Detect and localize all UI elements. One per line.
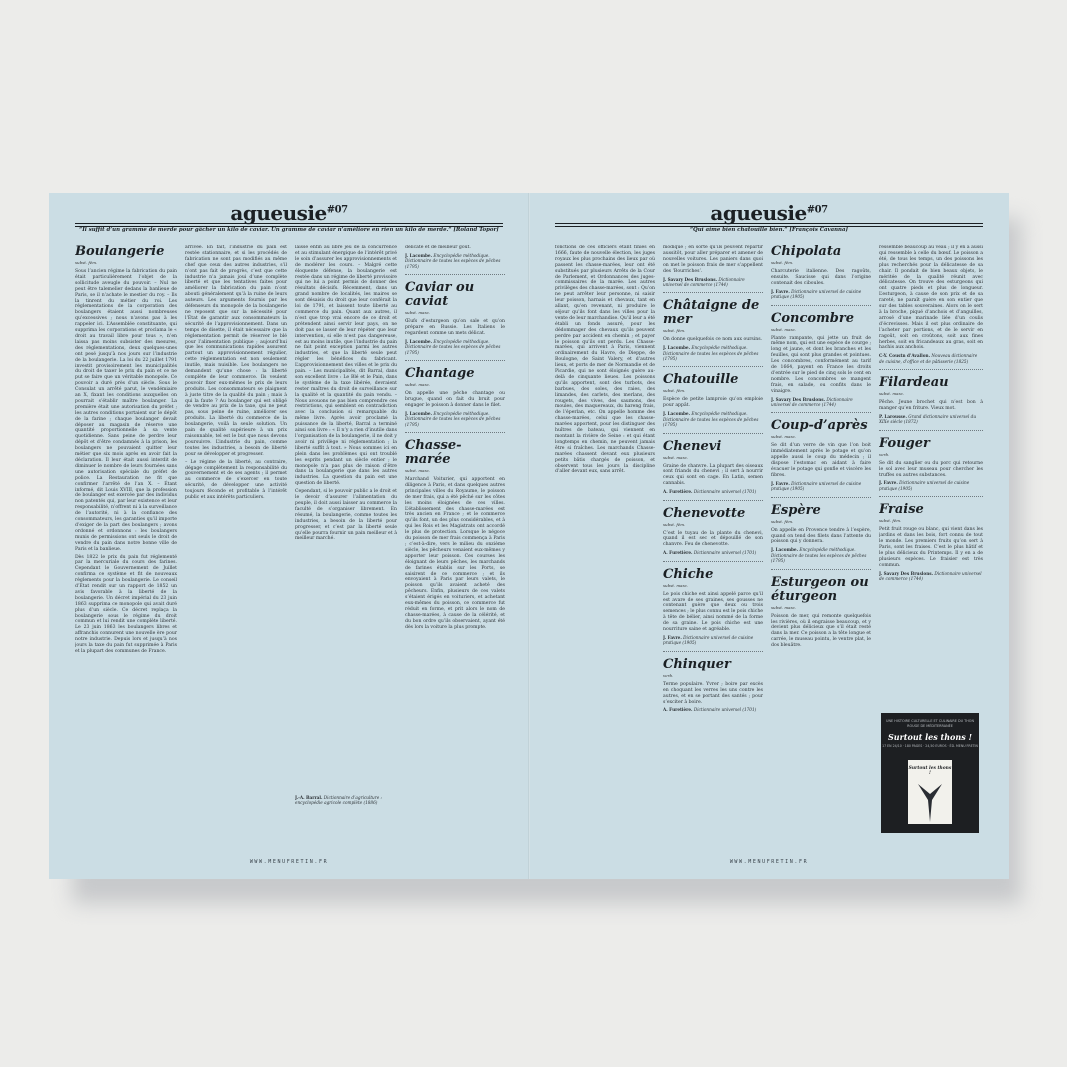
entry-body: Terme populaire. Yvrer ; boire par excès en choquant les verres les uns contre les autres, et en se portant des santés ; pour s’exciter à boire.: [663, 681, 763, 705]
entry-title: Chantage: [405, 366, 475, 382]
entry-grammar: subst. masc.: [771, 326, 797, 332]
entry-grammar: verb.: [879, 451, 890, 457]
entry-source: J. Lacombe. Encyclopédie méthodique. Dictionnaire de toutes les espèces de pêches (1795): [405, 338, 501, 355]
entry-source: J. Lacombe. Encyclopédie méthodique. Dictionnaire de toutes les espèces de pêches (1795): [405, 410, 501, 427]
entry-source: J. Favre. Dictionnaire universel de cuisine pratique (1905): [879, 480, 970, 491]
entry-source: A. Furetière. Dictionnaire universel (1701): [663, 550, 757, 556]
entry-title: Esturgeon ou éturgeon: [771, 574, 869, 604]
entry-source: J. Lacombe. Encyclopédie méthodique. Dictionnaire de toutes les espèces de pêches (1795): [771, 547, 867, 564]
entry-title: Fraise: [879, 502, 924, 518]
entry-body: délicate et de meilleur goût.: [405, 245, 471, 250]
entry-source: J. Lacombe. Encyclopédie méthodique. Dictionnaire de toutes les espèces de pêches (1795): [405, 252, 501, 269]
entry-title: Espère: [771, 502, 821, 518]
entry-body: C’est le tuyau de la plante du chenevi, quand il est sec et dépouillé de son chanvre. Feu de chenevotte.: [663, 530, 763, 548]
entry-title: Caviar ou caviat: [405, 280, 475, 310]
ad-tagline: UNE HISTOIRE CULTURELLE ET CULINAIRE DU THON ROUGE DE MÉDITERRANÉE: [885, 719, 975, 728]
entry-source: C-Y. Coustn d’Avallon. Nouveau dictionnaire de cuisine, d’office et de pâtisserie (1825): [879, 353, 978, 364]
divider: [879, 430, 983, 431]
divider: [771, 412, 871, 413]
entry-source: A. Furetière. Dictionnaire universel (1701): [663, 707, 757, 713]
divider: [879, 496, 983, 497]
entry-title: Chatouille: [663, 372, 739, 388]
entry-paragraph: arrivée. En fait, l’industrie du pain est restée stationnaire, et si les procédés de fabrication ne sont pas modifiés au même chef que ceux des autres industries, s’il n’ont pas fait de progrès, c’est que cette industrie n’a jamais joui d’une complète liberté et que les tentatives faites pour améliorer la fabrication du pain n’ont abouti généralement qu’à la ruine de leurs auteurs. Les arguments fournis par les défenseurs du monopole de la boulangerie ne reposent que sur la nécessité pour l’État de garantir aux consommateurs la sécurité de l’approvisionnement. Dans un temps de disette, il était nécessaire que la réglementation permit de réserver le blé pour l’alimentation publique ; aujourd’hui que les communications rapides assurent partout un approvisionnement régulier, cette réglementation est non seulement inutile, mais nuisible. Les boulangers ne demandent qu’une chose : la liberté complète de leur commerce. Ils veulent pouvoir fixer eux-mêmes le prix de leurs produits. Les consommateurs se plaignent à juste titre de la qualité du pain ; mais à qui la faute ? Au boulanger qui est obligé de vendre au prix de la taxe, qui ne peut pas, sous peine de ruine, améliorer ses produits. La liberté du commerce de la boulangerie, voilà la seule solution. Un pain de qualité supérieure à un prix raisonnable, tel est le but que nous devons poursuivre. L’industrie du pain, comme toutes les industries, a besoin de liberté pour se développer et progresser.: [185, 245, 287, 457]
entry-source: P. Larousse. Grand dictionnaire universel du XIXe siècle (1872): [879, 413, 977, 425]
entry-body: Pêche. Jeune brochet qui n’est bon à manger qu’en friture. Vieux mot.: [879, 400, 983, 412]
entry-body: On appelle une pêche chantage ou brugue, quand on fait du bruit pour engager le poisson à donner dans le filet.: [405, 391, 505, 408]
entry-body: Se dit d’un verre de vin que l’on boit immédiatement après le potage et qu’on appelle aussi le coup du médecin ; il dispose l’estomac en aidant à faire évacuer le potage qui gonfle et viscère les fibres.: [771, 443, 871, 478]
divider: [663, 500, 763, 501]
entry-title: Coup-d’après: [771, 418, 868, 434]
left-column-2: [185, 245, 287, 837]
entry-title: Chinquer: [663, 656, 731, 672]
entry-source: J. Favre. Dictionnaire universel de cuisine pratique (1905): [663, 635, 754, 646]
entry-source: J.-A. Barral. Dictionnaire d’agriculture : encyclopédie agricole complète (1886): [295, 795, 382, 806]
left-column-4: [405, 245, 505, 837]
entry-body: [75, 269, 177, 655]
entry-grammar: subst. masc.: [879, 391, 905, 397]
entry-grammar: subst. masc.: [405, 310, 431, 316]
entry-grammar: subst. masc.: [663, 454, 689, 460]
right-column-1: [555, 245, 655, 837]
entry-grammar: subst. fém.: [771, 260, 794, 265]
entry-body: Poisson de mer, qui remonte quelquefois les rivières, où il engraisse beaucoup, et y devient plus délicieux que s’il était resté dans la mer. Ce poisson a la tête longue et carrée, le museau pointu, le ventre plat, le dos bleuâtre.: [771, 613, 871, 649]
entry-title: Chasse-marée: [405, 438, 462, 467]
entry-source: J. Lacombe. Encyclopédie méthodique. Dictionnaire de toutes les espèces de pêches (1795): [663, 345, 759, 362]
divider: [663, 433, 763, 434]
divider: [663, 366, 763, 367]
left-quote: “Il suffit d’un gramme de merde pour gâcher un kilo de caviar. Un gramme de caviar n’améliore en rien un kilo de merde.” [Roland Topor]: [79, 227, 499, 233]
divider: [879, 369, 983, 370]
left-masthead-title: agueusie: [230, 201, 327, 225]
entry-grammar: subst. fém.: [879, 518, 902, 524]
entry-source: J. Savary Des Bruslons. Dictionnaire universel de commerce (1744): [663, 276, 745, 287]
divider: [405, 274, 505, 275]
divider: [771, 497, 871, 498]
divider: [663, 561, 763, 562]
entry-grammar: verb.: [663, 672, 674, 678]
entry-grammar: subst. masc.: [771, 604, 797, 610]
right-issue-number: #07: [806, 204, 828, 216]
entry-paragraph: Cependant, si le pouvoir public a le droit et le devoir d’assurer l’alimentation du peuple, il doit aussi laisser au commerce la faculté de s’organiser librement. En résumé, la boulangerie, comme toutes les industries, a besoin de la liberté pour progresser, et c’est par la liberté seule qu’elle pourra fournir un pain meilleur et à meilleur marché.: [295, 489, 397, 542]
entry-title: Chenevi: [663, 438, 722, 454]
entry-source: J. Lacombe. Encyclopédie méthodique. Dictionnaire de toutes les espèces de pêches (1795): [663, 411, 759, 428]
book-cover-title: Surtout les thons !: [908, 766, 952, 776]
entry-title: Fouger: [879, 435, 930, 451]
newspaper-spread: [49, 193, 1009, 879]
entry-body: Charcuterie italienne. Des ragoûts, ensuite. Saucisse qui dans l’origine contenait des ciboules.: [771, 269, 871, 286]
entry-title: Filardeau: [879, 375, 949, 391]
entry-source: A. Furetière. Dictionnaire universel (1701): [663, 489, 757, 495]
right-column-3: [771, 245, 871, 837]
right-quote: “Qui aime bien chatouille bien.” [François Cavanna]: [689, 227, 849, 233]
entry-body: Se dit du sanglier ou du porc qui retourne le sol avec leur museau pour chercher les truffes ou autres substances.: [879, 460, 983, 478]
left-column-3: [295, 245, 397, 837]
entry-source: J. Savary Des Bruslons. Dictionnaire universel de commerce (1744): [879, 570, 982, 582]
entry-body: ressemble beaucoup au veau ; il y en a aussi qui ressemble à celle du bœuf. Le poisson a été, de tous les temps, un des poissons les plus recherchés pour la délicatesse de sa chair. Il pondait de bien beaux objets, le méritée de la qualité réunit avec délicatesse. On trouve des esturgeons qui ont quatre pieds et plus de longueur. L’esturgeon, à cause de son prix et de sa rareté, ne paraît guère en son entier que sur des tables souveraines. Alors on le sert à la broche, piqué d’anchois et d’anguilles, arrosé d’une marinade liée d’un coulis d’écrevisses. Mais il est plus ordinaire de l’acheter par portions, et de le servir en ragoût, soit en croûtons, soit aux fines herbes, soit en fricandeaux au gras, soit en hachis aux anchois.: [879, 245, 983, 351]
tuna-tail-icon: [916, 782, 944, 822]
divider: [771, 305, 871, 306]
divider: [771, 569, 871, 570]
divider: [663, 292, 763, 293]
left-footer-url: WWW.MENUFRETIN.FR: [249, 859, 329, 865]
left-page: [49, 193, 529, 879]
entry-grammar: subst. fém.: [663, 328, 686, 334]
entry-grammar: subst. fém.: [663, 521, 686, 527]
book-advertisement[interactable]: [881, 713, 979, 833]
divider: [663, 651, 763, 652]
entry-body: fonctions de ces officiers étant finies en 1666, faute de nouvelle élection, les juges royaux les plus prochains des lieux par où passent les chasse-marées, leur ont été substitués par plusieurs Arrêts de la Cour de Parlement, et Ordonnances des juges-commissaires de la marée. Les autres privilèges des chasse-marées, sont : Qu’on ne peut arrêter leur personne, ni saisir leur poisson, harnais et chevaux, tant en allant, qu’en revenant, ni produire le séjour qu’ils font dans les villes pour la vente de leur marchandise. Qu’il leur a été établi un fonds assuré, pour les dédommager des chevaux qu’ils peuvent perdre par accident en chemin ; et payer le poisson qu’ils ont perdu. Les Chasse-marées, qui arrivent à Paris, viennent ordinairement du Havre, de Dieppe, de Boulogne, de Saint Valery, et d’autres lieux, et ports de mer de Normandie et de Picardie, qui ne sont éloignés guère au-delà de cinquante lieues. Les poissons qu’ils apportent, sont des turbots, des barbues, des soles, des raies, des limandes, des carlets, des merlans, des rougets, des vives, des saumons, des moules, des maquereaux, du hareng frais, de l’éperlan, etc. On appelle homme des chasse-marées, celui que les chasse-marées apportent, pour les distinguer des huîtres de bateau, qui viennent en montant la rivière de Seine : et qui étant longtemps en chemin, ne peuvent jamais être si fraîches. Les marchands Chasse-marées chassent devant eux plusieurs petits bâtis chargés de poisson, et observent tous les jours la discipline d’aller devant eux, sans arrêt.: [555, 245, 655, 475]
entry-body: modique ; en sorte qu’ils peuvent repartir aussitôt, pour aller préparer et amener de nouvelles voitures. Les paniers dans quoi on met le poisson frais de mer s’appellent des ‘Bourriches’.: [663, 245, 763, 274]
entry-title: Chiche: [663, 566, 714, 582]
right-masthead-title: agueusie: [710, 201, 807, 225]
ad-title: Surtout les thons !: [887, 732, 973, 742]
ad-details: 17 EN 24/10 · 180 PAGES · 24,50 EUROS · ÉD. MENU FRETIN: [882, 744, 978, 748]
entry-body: Marchand Voiturier, qui apportent en diligence à Paris, et dans quelques autres principales villes du Royaume, le poisson de mer frais, qui a été pêché sur les côtes les moins éloignées de ces villes. L’établissement des chasse-marées est très ancien en France ; et le commerce qu’ils font, un des plus considérables, et à qui les Rois et les Magistrats ont accordé le plus de protection. Lorsque le négoce du poisson de mer frais commença à Paris ; c’est-à-dire, vers le milieu du onzième siècle, les pêcheurs venaient eux-mêmes y apporter leur poisson. Ces courses les éloignant de leurs pêches, les marchands de farines établis sur les Ports, se saisirent de ce commerce ; et ils envoyaient à Paris par leurs valets, le poisson qu’ils avaient acheté des pêcheurs. Enfin, plusieurs de ces valets s’étaient érigés en voituriers, et achetant eux-mêmes du poisson, ce commerce fut réduit en forme, et prit alors le nom de chasse-marées, à cause de la célérité, et du bon ordre qu’ils observaient, ayant été dès lors la voiture la plus prompte.: [405, 477, 505, 630]
entry-source: J. Favre. Dictionnaire universel de cuisine pratique (1905): [771, 480, 862, 492]
entry-title: Chipolata: [771, 245, 842, 259]
entry-body: [185, 245, 287, 501]
entry-grammar: subst. masc.: [405, 468, 431, 473]
divider: [405, 432, 505, 433]
entry-paragraph: Sous l’ancien régime la fabrication du pain était particulièrement l’objet de la sollicitude aveugle du pouvoir. – Nul ne peut être talemelier dedans la banlieue de Paris, se il n’achate le mestier du roy. – Ils la tinrent du métier du roi. Les réglementations de la corporation des boulangers étaient aussi nombreuses qu’excessives ; nous n’avons pas à les rappeler ici. L’Assemblée constituante, qui supprima les corporations et proclama le « droit au travail libre pour tous », n’en laissa pas moins subsister des mesures, des règlementations, deux quelques-unes ont pesé jusqu’à nos jours sur l’industrie de la boulangerie. La loi du 22 juillet 1791 investit provisoirement les municipalités du droit de taxer le prix du pain et ce ne put se faire que un véritable monopole. Ce pouvoir a duré près d’un siècle. Sous le Consulat un arrêté parut, le vendémiaire an X, fixant les conditions auxquelles on pourrait s’établir maître boulanger. La première était une autorisation du préfet ; les autres conditions portaient sur le dépôt de la farine ; chaque boulanger devait déposer au magasin de réserve une quantité proportionnelle à sa vente quotidienne. Sans peine de perdre leur dépôt et d’être condamnés à la prison, les boulangers ne pouvaient quitter leur métier que six mois après en avoir fait la déclaration. Il leur était aussi interdit de diminuer le nombre de leurs fournées sans une autorisation spéciale du préfet de police. La Restauration ne fit que confirmer l’arrêté de l’an X. – Étant informé, dit Louis XVIII, que la profession de boulanger est exercée par des individus non patentés qui, par leur existence et leur responsabilité, n’offrent ni à la surveillance de l’autorité, ni à la confiance des consommateurs, les garanties qu’il importe d’exiger de la part des boulangers ; avons ordonné et ordonnons : les boulangers munis de permissions ont seuls le droit de vendre du pain dans notre bonne ville de Paris et la banlieue.: [75, 269, 177, 552]
right-page: [529, 193, 1009, 879]
book-cover: [908, 760, 952, 824]
right-footer-url: WWW.MENUFRETIN.FR: [729, 859, 809, 865]
right-column-2: [663, 245, 763, 837]
entry-grammar: subst. masc.: [405, 382, 431, 388]
entry-paragraph: – Le régime de la liberté, au contraire, dégage complètement la responsabilité du gouvernement et de ses agents ; il permet au commerce de s’exercer en toute sécurité, de développer une activité toujours féconde et profitable à l’intérêt public et aux intérêts particuliers.: [185, 459, 287, 501]
entry-source: J. Savary Des Bruslons. Dictionnaire universel de commerce (1744): [771, 396, 853, 407]
entry-title: Chenevotte: [663, 505, 746, 521]
entry-grammar: subst. masc.: [771, 434, 797, 440]
left-issue-number: #07: [326, 204, 348, 216]
entry-grammar: subst. fém.: [771, 518, 794, 524]
divider: [405, 360, 505, 361]
entry-grammar: subst. fém.: [75, 260, 98, 265]
entry-title: Boulangerie: [75, 245, 165, 259]
entry-body: Espèce de petite lamproie qu’on emploie pour appât.: [663, 397, 763, 409]
entry-grammar: subst. fém.: [663, 388, 686, 394]
entry-body: Le pois chiche est ainsi appelé parce qu’il est avare de ses graines, ses gousses ne contenant guère que deux ou trois semences ; le plus connu est le pois chiche à tête de bélier, ainsi nommé de la forme de sa graine. Le pois chiche est une nourriture saine et agréable.: [663, 591, 763, 633]
entry-title: Châtaigne de mer: [663, 298, 760, 328]
entry-source: J. Favre. Dictionnaire universel de cuisine pratique (1905): [771, 288, 862, 300]
right-masthead: [529, 201, 1009, 225]
entry-paragraph: laisse enfin au libre jeu de la concurrence et au stimulant énergique de l’intérêt privé le soin d’assurer les approvisionnements et de modérer les cours. – Malgré cette éloquente défense, la boulangerie est restée dans un régime de liberté provisoire qui ne lui a point permis de donner des résultats décisifs. Récemment, dans un grand nombre de localités, les maires se sont désaisis du droit que leur conférait la loi de 1791, et laissent toute liberté au commerce du pain. Quant aux autres, il n’est que trop vrai encore de ce droit et prétendent ainsi servir leur pays, on ne doit pas se lasser de leur répéter que leur intervention, si elle n’est pas dangereuse, est au moins inutile, que l’industrie du pain ne fait point exception parmi les autres industries, et que la liberté seule peut régler les bénéfices du fabricant. L’approvisionnement des villes et le prix du pain. – Les municipalités, dit Barral, dans son excellent livre : Le Blé et le Pain, dans le système de la taxe libérée, devraient rester maîtres du droit de surveillance sur la qualité et la quantité du pain vendu. – Nous avouons ne pas bien comprendre ces restrictions, qui semblent en contradiction avec la conclusion si remarquable du même livre. Après avoir proclamé la puissance de la liberté, Barral a terminé ainsi son livre : « Il n’y a rien d’inutile dans l’organisation de la boulangerie, il ne doit y avoir ni privilège ni réglementation ; la liberté suffit à tout. » Nous sommes ici en plein dans les problèmes qui ont troublé les esprits pendant un siècle entier ; le monopole n’a pas plus de raison d’être dans la boulangerie que dans les autres industries. La question du pain est une question de liberté.: [295, 245, 397, 487]
entry-grammar: subst. masc.: [663, 582, 689, 588]
entry-body: Œufs d’esturgeon qu’on sale et qu’on prépare en Russie. Les Italiens le regardent comme un mets délicat.: [405, 319, 505, 336]
entry-title: Concombre: [771, 310, 855, 326]
entry-body: On appelle en Provence tendre à l’espère, quand on tend des filets dans l’attente du poisson qui y donnera.: [771, 527, 871, 545]
entry-paragraph: Dès 1822 le prix du pain fut réglementé par la mercuriale du cours des farines. Cependant le Gouvernement de Juillet confirma ce système et fit de nouveaux règlements pour la boulangerie. Le conseil d’État rendit sur un rapport de 1852 un avis favorable à la liberté de la boulangerie. Un décret impérial du 23 juin 1863 supprima ce monopole qui avait duré plus d’un siècle. Ce décret replaça la boulangerie sous le régime du droit commun et lui rendit une complète liberté. Le 23 juin 1863 les boulangers libres et affranchis connurent une nouvelle ère pour notre industrie. Depuis lors et jusqu’à nos jours la taxe du pain fut supprimée à Paris et la plupart des communes de France.: [75, 554, 177, 654]
entry-body: Petit fruit rouge ou blanc, qui vient dans les jardins et dans les bois, fort connu de tout le monde. Les premiers fruits qu’on sert à Paris, sont les fraises. C’est le plus hâtif et le plus délicieux du Printemps. Il y en a de plusieurs espèces. Le fraisier est très commun.: [879, 527, 983, 568]
entry-body: On donne quelquefois ce nom aux oursins.: [663, 337, 763, 343]
entry-body: [295, 245, 397, 793]
left-column-1: [75, 245, 177, 837]
entry-body: Plante rampante, qui jette un fruit de même nom, qui est une espèce de courge ; long et jaune, et dont les branches et les feuilles, qui sont plus grandes et pointues. Les concombres, conformément au tarif de 1664, payent en France les droits d’entrée sur le pied de cinq sols le cent en nombre. Les concombres se mangent frais, en salade, ou confits dans le vinaigre.: [771, 335, 871, 394]
entry-body: Graine de chanvre. La plupart des oiseaux sont friands du chenevi ; il sert à nourrir ceux qui sont en cage. En Latin, semen cannabis.: [663, 463, 763, 487]
right-column-4: [879, 245, 983, 709]
left-masthead: [49, 201, 529, 225]
